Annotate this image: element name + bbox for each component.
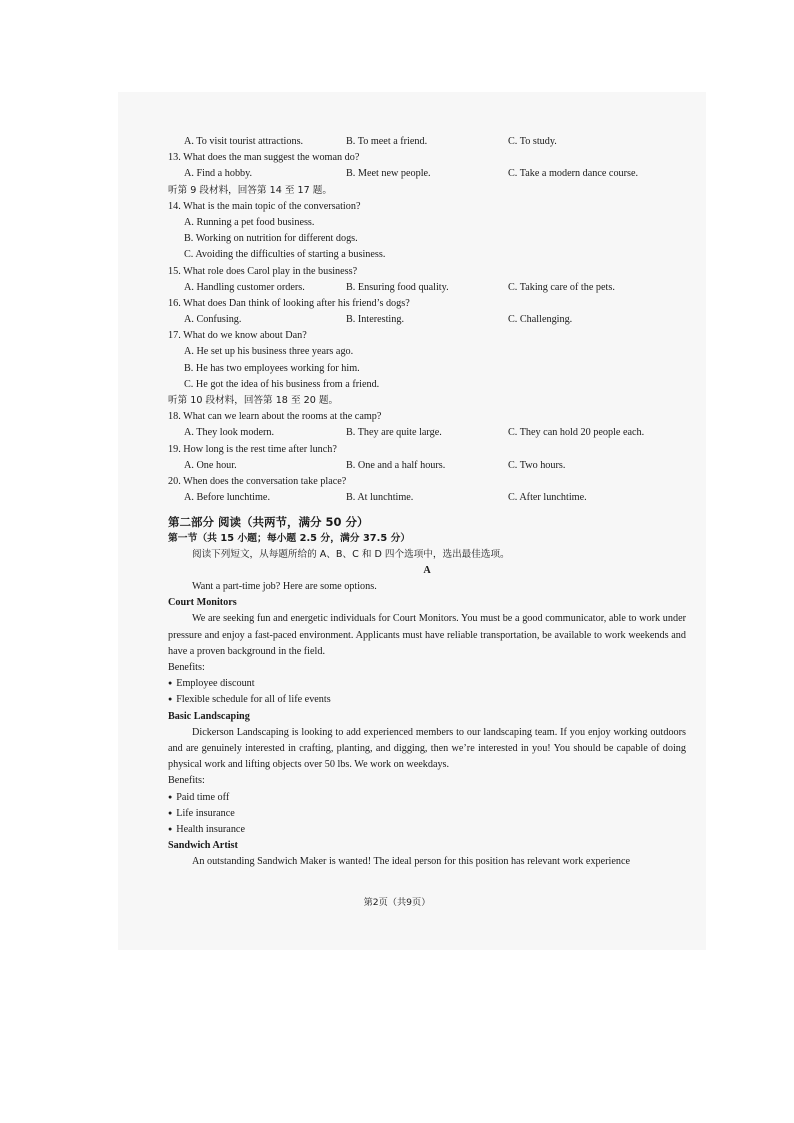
q15-options (168, 280, 686, 296)
job1-benefit-item: ● Employee discount (168, 676, 686, 692)
q13-option-b: B. Meet new people. (346, 168, 431, 180)
q13-option-c: C. Take a modern dance course. (508, 168, 639, 180)
job2-benefit-item: ● Paid time off (168, 790, 686, 806)
q14-option-b: B. Working on nutrition for different dogs. (184, 233, 358, 245)
q19-question: 19. How long is the rest time after lunch? (168, 443, 337, 455)
q16-options (168, 312, 686, 328)
job2-benefits-label: Benefits: (168, 775, 205, 787)
passage-label: A (423, 564, 431, 576)
job2-benefit-item: ● Life insurance (168, 806, 686, 822)
q19-option-c: C. Two hours. (508, 459, 566, 471)
job1-benefits-label: Benefits: (168, 662, 205, 674)
passage-intro: Want a part-time job? Here are some options. (192, 581, 377, 593)
q13-option-a: A. Find a hobby. (184, 168, 253, 180)
q19-option-a: A. One hour. (184, 459, 237, 471)
q20-question: 20. When does the conversation take place? (168, 475, 347, 487)
job2-description: Dickerson Landscaping is looking to add experienced members to our landscaping team. If you enjoy working outdoors and are genuinely interested in crafting, planting, and digging, then we’re interested in you! You should be capable of doing physical work and lifting objects over 50 lbs. We work on weekdays. (168, 726, 686, 771)
q12-option-b: B. To meet a friend. (346, 136, 428, 147)
job2-title: Basic Landscaping (168, 710, 250, 722)
q17-option-c: C. He got the idea of his business from a friend. (184, 378, 380, 390)
q16-option-c: C. Challenging. (508, 314, 573, 326)
section-one-title: 第一节（共 15 小题；每小题 2.5 分，满分 37.5 分） (168, 532, 411, 544)
q14-question: 14. What is the main topic of the conversation? (168, 200, 361, 212)
q20-option-b: B. At lunchtime. (346, 492, 414, 504)
q18-options (168, 425, 686, 441)
job3-description: An outstanding Sandwich Maker is wanted! The ideal person for this position has relevant work experience (192, 856, 631, 868)
q15-option-b: B. Ensuring food quality. (346, 281, 449, 293)
q20-option-a: A. Before lunchtime. (184, 492, 271, 504)
q18-question: 18. What can we learn about the rooms at the camp? (168, 411, 382, 423)
q13-options (168, 166, 686, 182)
q17-option-b: B. He has two employees working for him. (184, 362, 360, 374)
q19-option-b: B. One and a half hours. (346, 459, 446, 471)
q18-option-a: A. They look modern. (184, 427, 275, 439)
page-footer: 第2页（共9页） (363, 897, 431, 908)
job2-benefit-item: ● Health insurance (168, 822, 686, 838)
q12-option-c: C. To study. (508, 136, 557, 147)
job3-title: Sandwich Artist (168, 840, 238, 852)
q15-option-c: C. Taking care of the pets. (508, 281, 615, 293)
listening-instruction-9: 听第 9 段材料，回答第 14 至 17 题。 (168, 184, 332, 196)
q12-option-a: A. To visit tourist attractions. (184, 136, 304, 147)
q13-question: 13. What does the man suggest the woman do? (168, 152, 360, 164)
q15-option-a: A. Handling customer orders. (184, 281, 305, 293)
q18-option-b: B. They are quite large. (346, 427, 442, 439)
q17-question: 17. What do we know about Dan? (168, 330, 307, 342)
reading-instruction: 阅读下列短文，从每题所给的 A、B、C 和 D 四个选项中，选出最佳选项。 (192, 548, 510, 560)
job1-benefit-item: ● Flexible schedule for all of life events (168, 692, 686, 708)
q17-option-a: A. He set up his business three years ago. (184, 346, 354, 358)
q18-option-c: C. They can hold 20 people each. (508, 427, 645, 439)
q20-options (168, 490, 686, 506)
listening-instruction-10: 听第 10 段材料，回答第 18 至 20 题。 (168, 395, 339, 406)
job1-title: Court Monitors (168, 597, 237, 609)
q20-option-c: C. After lunchtime. (508, 492, 587, 504)
q14-option-c: C. Avoiding the difficulties of starting a business. (184, 249, 386, 261)
q12-options (168, 134, 686, 150)
job1-description: We are seeking fun and energetic individuals for Court Monitors. You must be a good communicator, able to work under pressure and enjoy a fast-paced environment. Applicants must have reliable transportation, be available to work weekends and have a proven background in the field. (168, 613, 686, 657)
q14-option-a: A. Running a pet food business. (184, 216, 315, 228)
q19-options (168, 458, 686, 474)
part-two-title: 第二部分 阅读（共两节，满分 50 分） (168, 515, 369, 530)
q15-question: 15. What role does Carol play in the business? (168, 265, 358, 277)
q16-question: 16. What does Dan think of looking after his friend’s dogs? (168, 297, 410, 309)
exam-content (168, 134, 686, 871)
q16-option-b: B. Interesting. (346, 314, 405, 326)
q16-option-a: A. Confusing. (184, 314, 242, 326)
